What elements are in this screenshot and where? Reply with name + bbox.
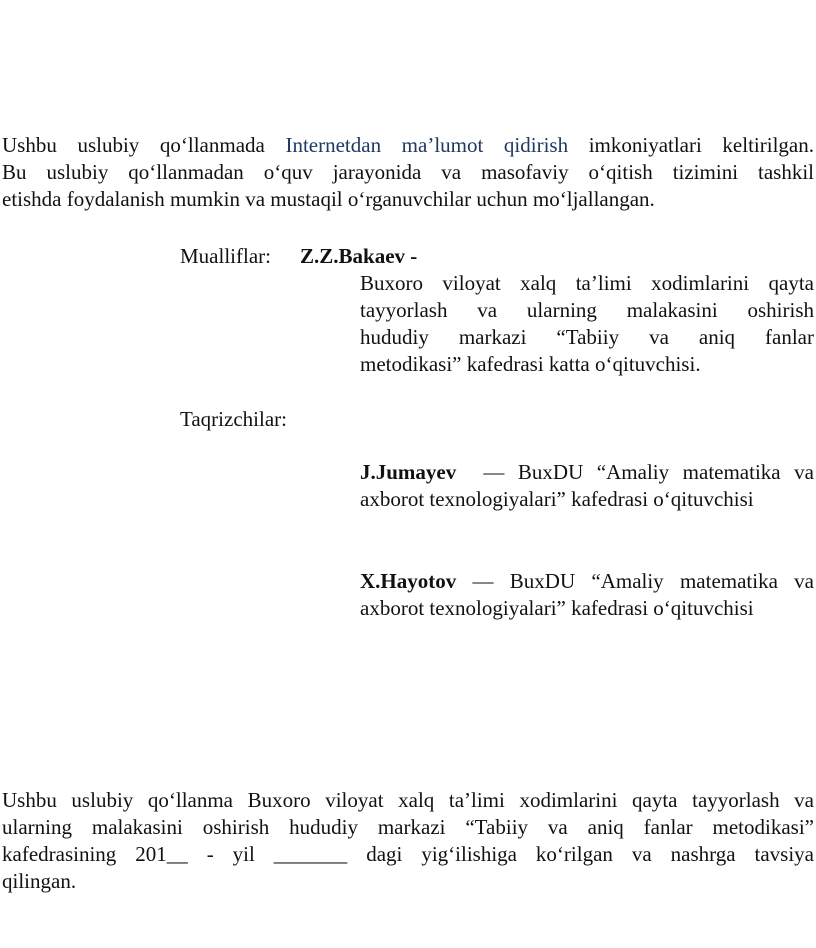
reviewer-line-1 — [360, 568, 814, 595]
intro-text-before-link: Ushbu uslubiy qo‘llanmada — [2, 133, 286, 157]
reviewer-affiliation: — BuxDU “Amaliy matematika va — [456, 569, 814, 593]
reviewer-name: X.Hayotov — [360, 569, 457, 593]
intro-line-3: etishda foydalanish mumkin va mustaqil o‘rganuvchilar uchun mo‘ljallangan. — [2, 187, 655, 211]
reviewer-line-1 — [360, 459, 814, 486]
author-name: Z.Z.Bakaev - — [300, 244, 418, 268]
author-desc-line: Buxoro viloyat xalq ta’limi xodimlarini qayta — [360, 271, 814, 295]
intro-line-2: Bu uslubiy qo‘llanmadan o‘quv jarayonida va masofaviy o‘qitish tizimini tashkil — [2, 160, 814, 184]
reviewer-name: J.Jumayev — [360, 460, 457, 484]
closing-line: kafedrasining 201__ - yil _______ dagi yig‘ilishiga ko‘rilgan va nashrga tavsiya — [2, 842, 814, 866]
reviewer-affiliation: — BuxDU “Amaliy matematika va — [456, 460, 814, 484]
reviewer-line-2: axborot texnologiyalari” kafedrasi o‘qituvchisi — [360, 487, 754, 511]
reviewer-line-2: axborot texnologiyalari” kafedrasi o‘qituvchisi — [360, 596, 754, 620]
intro-paragraph — [2, 132, 814, 213]
reviewers-label: Taqrizchilar: — [180, 407, 287, 431]
author-desc-line: hududiy markazi “Tabiiy va aniq fanlar — [360, 325, 814, 349]
author-desc-line: tayyorlash va ularning malakasini oshirish — [360, 298, 814, 322]
closing-paragraph — [2, 787, 814, 895]
closing-line: Ushbu uslubiy qo‘llanma Buxoro viloyat xalq ta’limi xodimlarini qayta tayyorlash va — [2, 788, 814, 812]
intro-line-1 — [2, 132, 814, 159]
intro-text-after-link: imkoniyatlari keltirilgan. — [568, 133, 814, 157]
closing-line: ularning malakasini oshirish hududiy markazi “Tabiiy va aniq fanlar metodikasi” — [2, 815, 814, 839]
reviewer-entry — [360, 459, 814, 513]
closing-line: qilingan. — [2, 869, 77, 893]
topic-link-text: Internetdan ma’lumot qidirish — [285, 133, 569, 157]
reviewer-entry — [360, 568, 814, 622]
author-description — [360, 270, 814, 378]
authors-label: Mualliflar: — [180, 244, 271, 268]
author-desc-line: metodikasi” kafedrasi katta o‘qituvchisi. — [360, 352, 701, 376]
